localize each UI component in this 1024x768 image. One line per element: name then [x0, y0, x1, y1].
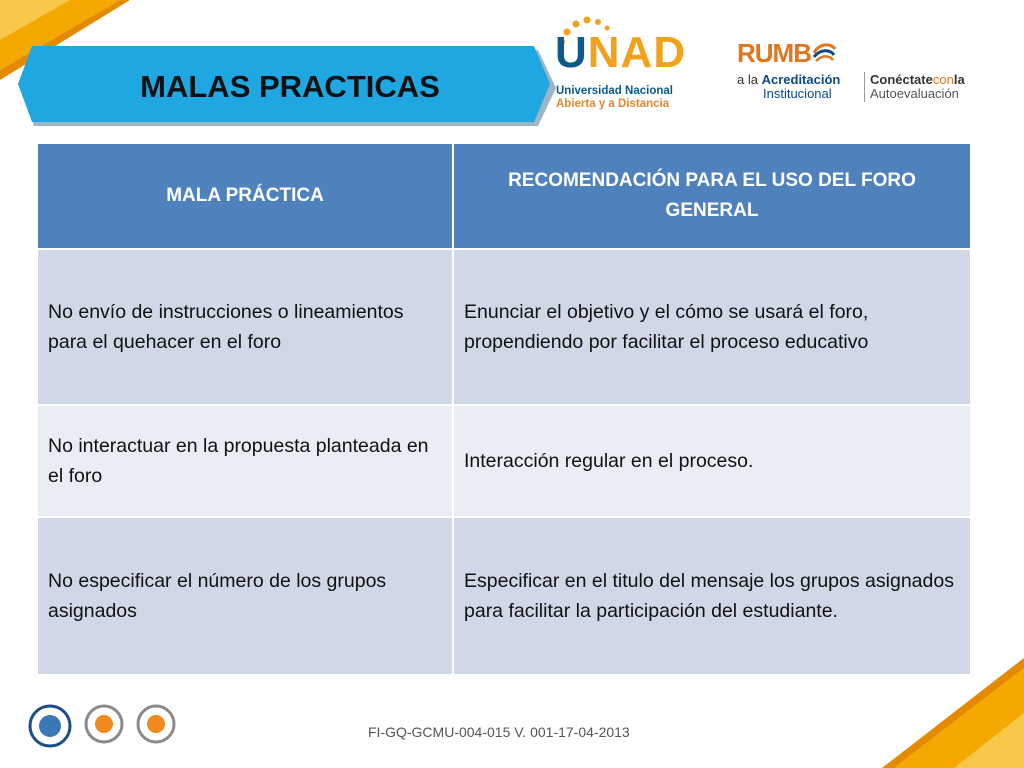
table-row	[37, 249, 971, 405]
logo-divider	[864, 72, 865, 102]
table-cell-practice: No envío de instrucciones o lineamientos para el quehacer en el foro	[37, 249, 453, 405]
table-header-row	[37, 143, 971, 249]
table-row	[37, 517, 971, 675]
table-cell-recommendation: Interacción regular en el proceso.	[453, 405, 971, 517]
table-cell-recommendation: Especificar en el titulo del mensaje los grupos asignados para facilitar la participación del estudiante.	[453, 517, 971, 675]
rumbo-logo-wordmark: RUMB	[737, 36, 837, 69]
footer-document-code: FI-GQ-GCMU-004-015 V. 001-17-04-2013	[368, 724, 630, 740]
unad-logo-wordmark: UNAD	[555, 28, 687, 77]
conectate-logo-text: Conéctateconla Autoevaluación	[870, 72, 965, 101]
table-cell-practice: No especificar el número de los grupos asignados	[37, 517, 453, 675]
unad-logo-subtitle: Universidad Nacional Abierta y a Distancia	[556, 85, 673, 110]
rumbo-logo-subtitle: a la Acreditación Institucional	[737, 72, 841, 101]
table-cell-recommendation: Enunciar el objetivo y el cómo se usará el foro, propendiendo por facilitar el proceso educativo	[453, 249, 971, 405]
certification-seals-icon	[26, 702, 186, 750]
page-title: MALAS PRACTICAS	[140, 69, 440, 104]
practices-table	[36, 142, 972, 676]
rumbo-swirl-icon	[811, 39, 837, 65]
table-cell-practice: No interactuar en la propuesta planteada en el foro	[37, 405, 453, 517]
header-recomendacion: RECOMENDACIÓN PARA EL USO DEL FORO GENERAL	[453, 143, 971, 249]
table-row	[37, 405, 971, 517]
header-mala-practica: MALA PRÁCTICA	[37, 143, 453, 249]
